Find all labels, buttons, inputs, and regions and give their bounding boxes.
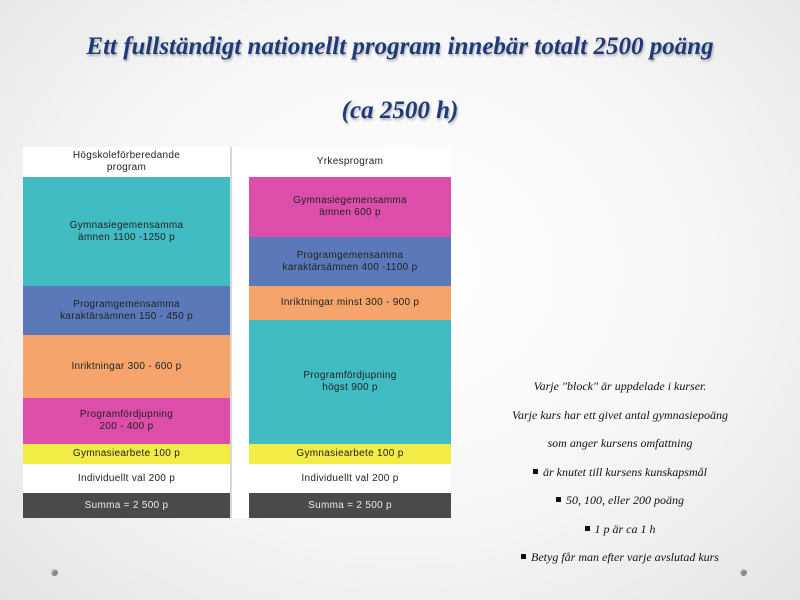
right-block-individuellt-val <box>249 464 451 493</box>
bullet-item <box>470 486 770 515</box>
bullet-text: 1 p är ca 1 h <box>594 521 656 536</box>
square-bullet-icon <box>585 526 590 531</box>
block-label: Individuellt val 200 p <box>301 472 399 484</box>
note-text: Varje "block" är uppdelade i kurser. <box>533 379 707 393</box>
right-block-gymnasiearbete <box>249 444 451 464</box>
bullet-item <box>470 515 770 544</box>
notes-text-box <box>470 372 770 572</box>
right-header-label: Yrkesprogram <box>316 156 384 167</box>
block-value: karaktärsämnen 150 - 450 p <box>60 310 193 322</box>
right-block-summa <box>249 493 451 518</box>
right-block-programfordjupning <box>249 320 451 444</box>
vocational-program-column <box>249 147 451 518</box>
note-line <box>470 401 770 430</box>
block-value: ämnen 1100 -1250 p <box>78 231 175 243</box>
bullet-item <box>470 543 770 572</box>
block-label: Gymnasiearbete 100 p <box>72 448 181 459</box>
left-block-inriktningar <box>23 335 230 398</box>
block-value: 200 - 400 p <box>99 421 154 432</box>
block-label: Inriktningar minst 300 - 900 p <box>280 297 420 308</box>
decorative-dot <box>740 569 747 576</box>
left-block-summa <box>23 493 230 518</box>
square-bullet-icon <box>533 469 538 474</box>
bullet-text: 50, 100, eller 200 poäng <box>566 493 684 507</box>
block-label: Gymnasiegemensamma <box>69 219 184 231</box>
block-label: Programgemensamma <box>296 249 404 261</box>
right-block-inriktningar <box>249 286 451 320</box>
block-label: Programgemensamma <box>73 298 180 310</box>
block-label: Programfördjupning <box>303 370 397 381</box>
right-block-programgemensamma <box>249 237 451 286</box>
left-header-line1: Högskoleförberedande <box>72 150 181 161</box>
academic-program-column <box>23 147 230 518</box>
block-label: Programfördjupning <box>79 409 174 420</box>
left-header <box>23 147 230 177</box>
bullet-text: Betyg får man efter varje avslutad kurs <box>531 550 719 564</box>
note-line <box>470 429 770 458</box>
block-label: Inriktningar 300 - 600 p <box>71 360 182 372</box>
block-label: Individuellt val 200 p <box>77 472 176 484</box>
left-block-individuellt-val <box>23 464 230 493</box>
bullet-item <box>470 458 770 487</box>
block-label: Gymnasiearbete 100 p <box>296 448 404 459</box>
block-label: Summa = 2 500 p <box>84 499 169 511</box>
right-header <box>249 147 451 177</box>
left-header-line2: program <box>106 162 147 173</box>
square-bullet-icon <box>521 554 526 559</box>
square-bullet-icon <box>556 497 561 502</box>
block-value: högst 900 p <box>322 382 378 393</box>
note-text: Varje kurs har ett givet antal gymnasiepoäng <box>512 407 728 422</box>
slide-title: Ett fullständigt nationellt program innebär totalt 2500 poäng <box>86 33 714 60</box>
left-block-gymnasiegemensamma <box>23 177 230 286</box>
right-block-gymnasiegemensamma <box>249 177 451 237</box>
left-block-gymnasiearbete <box>23 444 230 464</box>
block-value: karaktärsämnen 400 -1100 p <box>282 261 418 273</box>
block-label: Summa = 2 500 p <box>308 499 392 511</box>
note-line <box>470 372 770 401</box>
slide-subtitle: (ca 2500 h) <box>341 97 459 124</box>
left-block-programfordjupning <box>23 398 230 444</box>
block-value: ämnen 600 p <box>319 207 381 218</box>
bullet-text: är knutet till kursens kunskapsmål <box>543 464 707 479</box>
block-label: Gymnasiegemensamma <box>293 195 407 206</box>
decorative-dot <box>51 569 58 576</box>
left-block-programgemensamma <box>23 286 230 335</box>
note-text: som anger kursens omfattning <box>547 436 693 450</box>
